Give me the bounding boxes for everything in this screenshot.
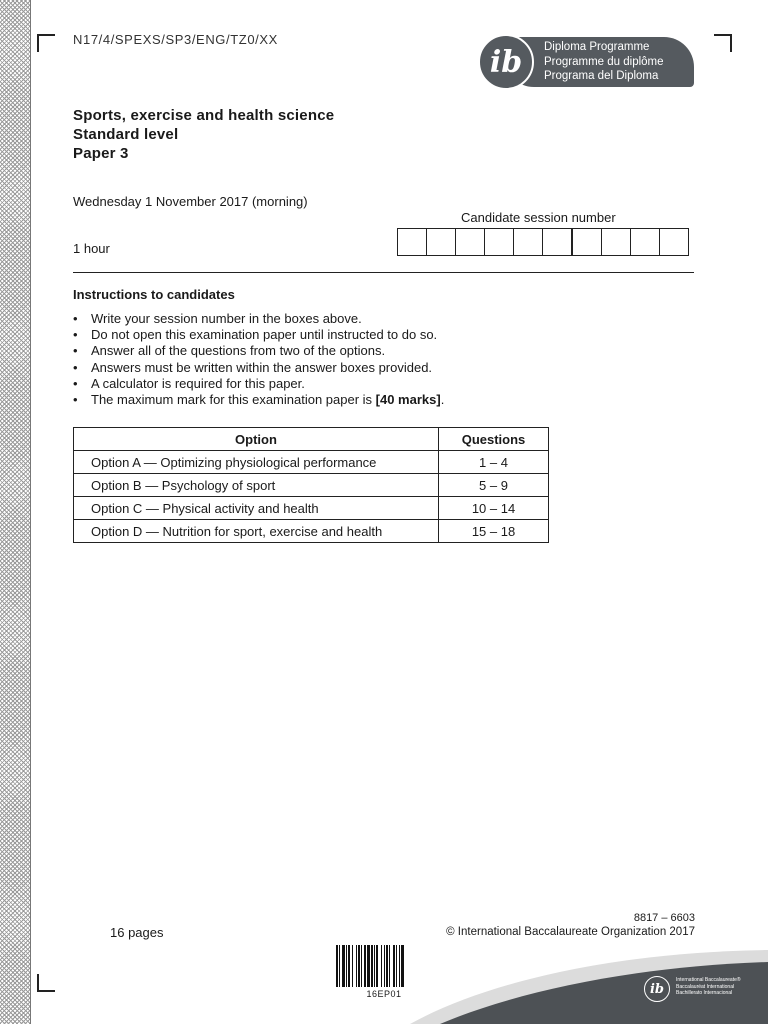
footer-logo-text xyxy=(676,977,741,997)
barcode xyxy=(336,945,432,987)
questions-cell: 5 – 9 xyxy=(439,474,549,497)
instruction-item xyxy=(73,376,444,392)
questions-cell: 15 – 18 xyxy=(439,520,549,543)
barcode-bar xyxy=(348,945,350,987)
barcode-bar xyxy=(386,945,388,987)
level-name: Standard level xyxy=(73,126,179,143)
exam-date: Wednesday 1 November 2017 (morning) xyxy=(73,194,308,209)
session-digit-box[interactable] xyxy=(660,229,688,255)
session-digit-box[interactable] xyxy=(398,229,427,255)
questions-cell: 10 – 14 xyxy=(439,497,549,520)
option-column-header: Option xyxy=(74,428,439,451)
session-digit-box[interactable] xyxy=(602,229,631,255)
barcode-bar xyxy=(364,945,366,987)
session-digit-box[interactable] xyxy=(485,229,514,255)
bullet: • xyxy=(73,343,78,359)
barcode-bar xyxy=(367,945,370,987)
footer-logo-line: International Baccalaureate® xyxy=(676,977,741,983)
option-cell: Option B — Psychology of sport xyxy=(74,474,439,497)
barcode-label: 16EP01 xyxy=(366,989,402,999)
binding-edge xyxy=(0,0,31,1024)
instruction-suffix: . xyxy=(440,392,445,408)
questions-column-header: Questions xyxy=(439,428,549,451)
logo-line-en: Diploma Programme xyxy=(544,41,650,53)
barcode-bar xyxy=(339,945,340,987)
questions-cell: 1 – 4 xyxy=(439,451,549,474)
instruction-item xyxy=(73,327,444,343)
exam-title xyxy=(73,106,334,163)
option-cell: Option A — Optimizing physiological performance xyxy=(74,451,439,474)
barcode-bar xyxy=(358,945,360,987)
barcode-bar xyxy=(361,945,362,987)
candidate-session-label: Candidate session number xyxy=(461,210,616,225)
options-table xyxy=(73,427,549,543)
barcode-bar xyxy=(352,945,353,987)
barcode-bar xyxy=(381,945,382,987)
barcode-bar xyxy=(401,945,404,987)
option-cell: Option D — Nutrition for sport, exercise and health xyxy=(74,520,439,543)
table-row xyxy=(74,451,549,474)
crop-mark-top-left xyxy=(37,34,55,52)
barcode-bar xyxy=(396,945,397,987)
logo-line-fr: Programme du diplôme xyxy=(544,55,664,68)
barcode-bar xyxy=(376,945,378,987)
instruction-text: The maximum mark for this examination paper is xyxy=(91,392,376,408)
instruction-item xyxy=(73,360,444,376)
barcode-bar xyxy=(336,945,338,987)
paper-code: N17/4/SPEXS/SP3/ENG/TZ0/XX xyxy=(73,32,278,47)
barcode-bar xyxy=(389,945,390,987)
crop-mark-bottom-left xyxy=(37,974,55,992)
instruction-text: Do not open this examination paper until instructed to do so. xyxy=(91,327,438,343)
footer-logo-line: Bachillerato Internacional xyxy=(676,990,733,996)
instruction-item xyxy=(73,343,444,359)
document-number: 8817 – 6603 xyxy=(633,912,695,924)
table-row xyxy=(74,474,549,497)
bullet: • xyxy=(73,311,78,326)
candidate-session-boxes[interactable] xyxy=(397,228,689,256)
barcode-bar xyxy=(346,945,347,987)
instruction-text: Answers must be written within the answer boxes provided. xyxy=(91,359,433,375)
instruction-item xyxy=(73,392,444,408)
barcode-bar xyxy=(393,945,395,987)
barcode-bar xyxy=(371,945,373,987)
table-row xyxy=(74,520,549,543)
header-divider xyxy=(73,272,694,273)
option-cell: Option C — Physical activity and health xyxy=(74,497,439,520)
footer-logo-line: Baccalauréat International xyxy=(676,983,735,990)
barcode-bar xyxy=(356,945,357,987)
logo-line-es: Programa del Diploma xyxy=(544,70,659,82)
instructions-list xyxy=(73,311,444,408)
paper-number: Paper 3 xyxy=(73,145,129,162)
ib-diploma-logo xyxy=(476,34,696,92)
exam-duration: 1 hour xyxy=(73,241,110,256)
bullet: • xyxy=(73,392,78,408)
barcode-bar xyxy=(374,945,375,987)
instruction-text: Write your session number in the boxes above. xyxy=(91,311,362,326)
page-count: 16 pages xyxy=(110,925,164,940)
instructions-heading: Instructions to candidates xyxy=(73,287,235,302)
table-row xyxy=(74,497,549,520)
bullet: • xyxy=(73,359,78,375)
subject-name: Sports, exercise and health science xyxy=(73,107,335,124)
barcode-bar xyxy=(399,945,400,987)
session-digit-box[interactable] xyxy=(427,229,456,255)
barcode-bar xyxy=(384,945,385,987)
instruction-text: Answer all of the questions from two of the options. xyxy=(91,343,386,359)
barcode-bar xyxy=(342,945,345,987)
ib-logo-icon: ib xyxy=(478,34,534,90)
copyright-notice: © International Baccalaureate Organization 2017 xyxy=(446,926,695,938)
bullet: • xyxy=(73,375,78,391)
session-digit-box[interactable] xyxy=(573,229,602,255)
session-digit-box[interactable] xyxy=(456,229,485,255)
session-digit-box[interactable] xyxy=(543,229,573,255)
instruction-text: A calculator is required for this paper. xyxy=(91,375,305,391)
ib-footer-logo-icon: ib xyxy=(644,976,670,1002)
bullet: • xyxy=(73,327,78,343)
instruction-item xyxy=(73,311,444,327)
max-marks: [40 marks] xyxy=(375,392,441,408)
session-digit-box[interactable] xyxy=(631,229,660,255)
table-header-row xyxy=(74,428,549,451)
crop-mark-top-right xyxy=(714,34,732,52)
session-digit-box[interactable] xyxy=(514,229,543,255)
logo-text xyxy=(544,40,664,84)
